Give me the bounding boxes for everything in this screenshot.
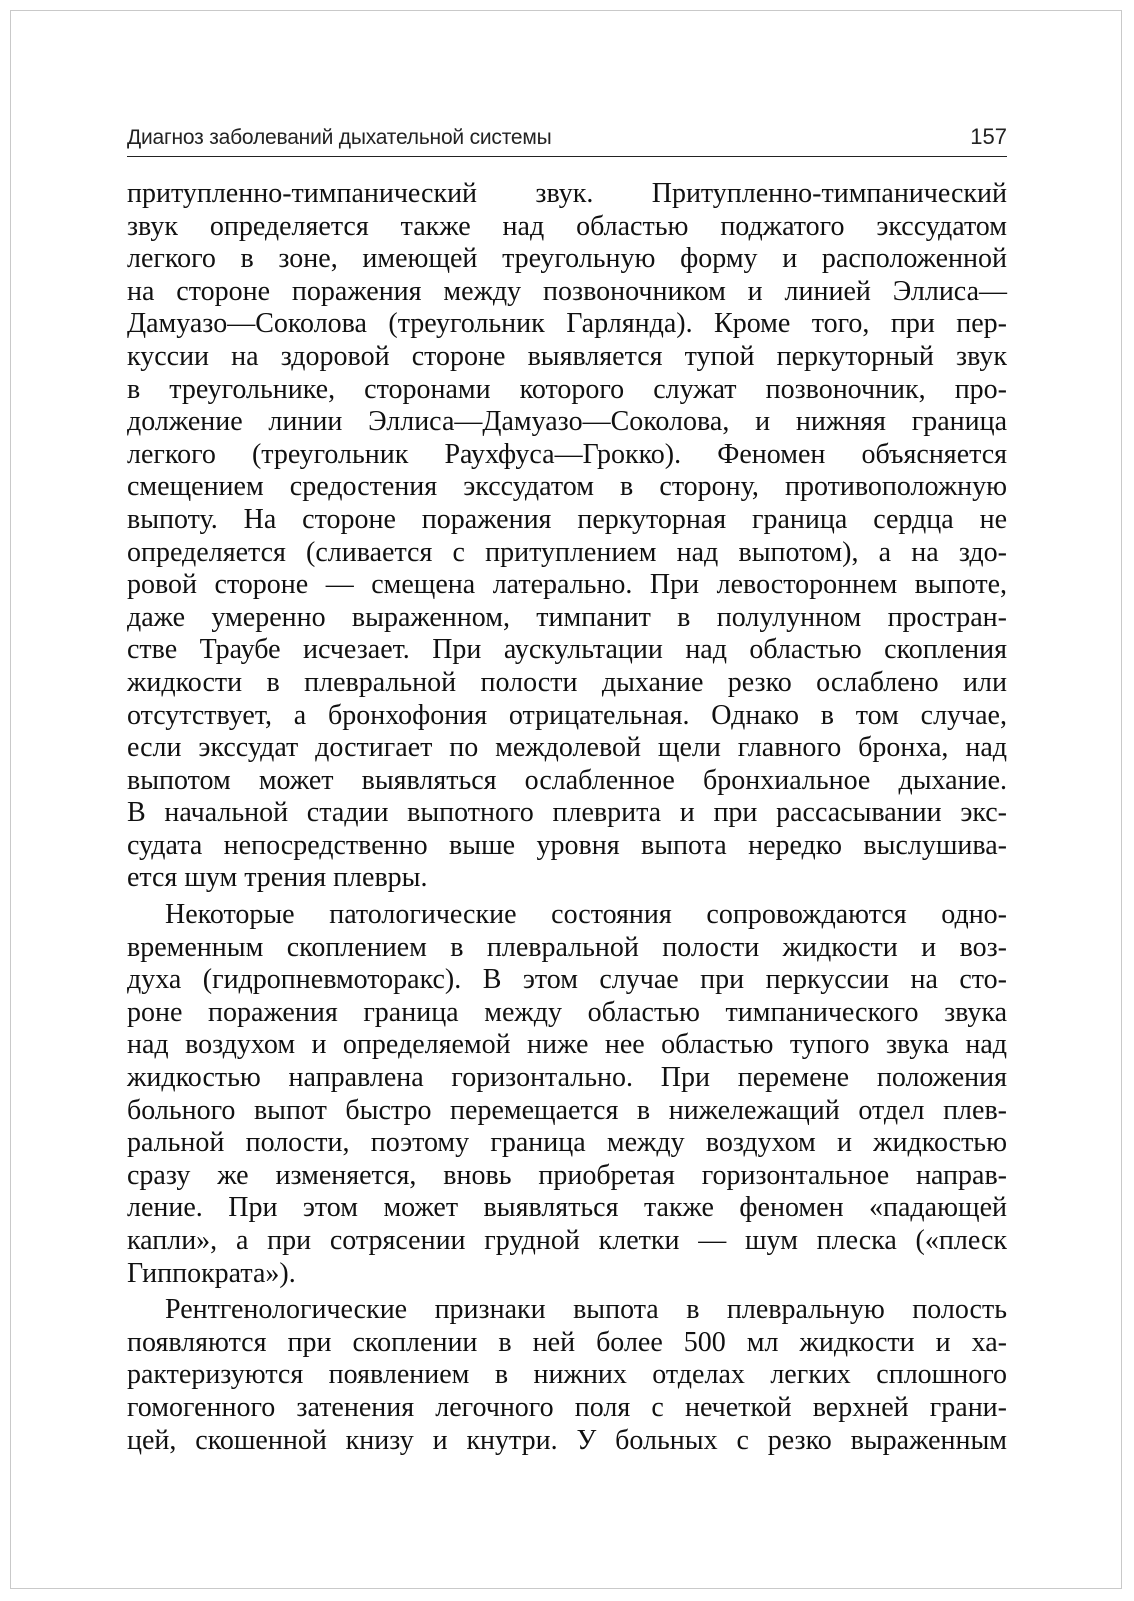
text-line: если экссудат достигает по междолевой щели главного бронха, над — [127, 732, 1007, 764]
text-line: Дамуазо—Соколова (треугольник Гарлянда). Кроме того, при пер- — [127, 308, 1007, 340]
text-line: выпоту. На стороне поражения перкуторная граница сердца не — [127, 503, 1007, 535]
text-line: гомогенного затенения легочного поля с нечеткой верхней грани- — [127, 1391, 1007, 1423]
text-line: Некоторые патологические состояния сопровождаются одно- — [165, 899, 1007, 931]
text-line: временным скоплением в плевральной полости жидкости и воз- — [127, 931, 1007, 963]
text-line: над воздухом и определяемой ниже нее областью тупого звука над — [127, 1029, 1007, 1061]
text-line: легкого (треугольник Раухфуса—Грокко). Феномен объясняется — [127, 438, 1007, 470]
text-line: определяется (сливается с притуплением над выпотом), а на здо- — [127, 536, 1007, 568]
text-line: духа (гидропневмоторакс). В этом случае при перкуссии на сто- — [127, 964, 1007, 996]
text-line: жидкостью направлена горизонтально. При перемене положения — [127, 1062, 1007, 1094]
text-line: на стороне поражения между позвоночником и линией Эллиса— — [127, 275, 1007, 307]
body-text — [127, 178, 1007, 1457]
text-line: цей, скошенной книзу и кнутри. У больных с резко выраженным — [127, 1424, 1007, 1456]
text-line: роне поражения граница между областью тимпанического звука — [127, 996, 1007, 1028]
text-line: сразу же изменяется, вновь приобретая горизонтальное направ- — [127, 1159, 1007, 1191]
text-line: звук определяется также над областью поджатого экссудатом — [127, 210, 1007, 242]
text-line: ральной полости, поэтому граница между воздухом и жидкостью — [127, 1127, 1007, 1159]
text-line: смещением средостения экссудатом в сторону, противоположную — [127, 471, 1007, 503]
text-line: отсутствует, а бронхофония отрицательная. Однако в том случае, — [127, 699, 1007, 731]
text-line: В начальной стадии выпотного плеврита и при рассасывании экс- — [127, 797, 1007, 829]
text-line: капли», а при сотрясении грудной клетки — шум плеска («плеск — [127, 1225, 1007, 1256]
text-line: ется шум трения плевры. — [127, 862, 428, 894]
running-header-title: Диагноз заболеваний дыхательной системы — [127, 126, 552, 149]
text-line: в треугольнике, сторонами которого служат позвоночник, про- — [127, 373, 1007, 405]
text-line: стве Траубе исчезает. При аускультации над областью скопления — [127, 634, 1007, 666]
page-number: 157 — [970, 124, 1007, 149]
text-line: рактеризуются появлением в нижних отделах легких сплошного — [127, 1359, 1007, 1391]
text-line: жидкости в плевральной полости дыхание резко ослаблено или — [127, 666, 1007, 698]
text-line: куссии на здоровой стороне выявляется тупой перкуторный звук — [127, 340, 1007, 372]
text-line: притупленно-тимпанический звук. Притупленно-тимпанический — [127, 178, 1007, 209]
text-line: больного выпот быстро перемещается в нижележащий отдел плев- — [127, 1094, 1007, 1126]
text-line: судата непосредственно выше уровня выпота нередко выслушива- — [127, 829, 1007, 861]
text-line: даже умеренно выраженном, тимпанит в полулунном простран- — [127, 601, 1007, 633]
text-line: ровой стороне — смещена латерально. При левостороннем выпоте, — [127, 569, 1007, 601]
running-header — [127, 120, 1007, 157]
text-line: Рентгенологические признаки выпота в плевральную полость — [165, 1294, 1007, 1326]
text-line: Гиппократа»). — [127, 1257, 296, 1289]
text-line: должение линии Эллиса—Дамуазо—Соколова, и нижняя граница — [127, 406, 1007, 438]
text-line: ление. При этом может выявляться также феномен «падающей — [127, 1192, 1007, 1224]
text-line: легкого в зоне, имеющей треугольную форму и расположенной — [127, 243, 1007, 275]
text-line: появляются при скоплении в ней более 500 мл жидкости и ха- — [127, 1326, 1007, 1358]
text-line: выпотом может выявляться ослабленное бронхиальное дыхание. — [127, 764, 1007, 796]
